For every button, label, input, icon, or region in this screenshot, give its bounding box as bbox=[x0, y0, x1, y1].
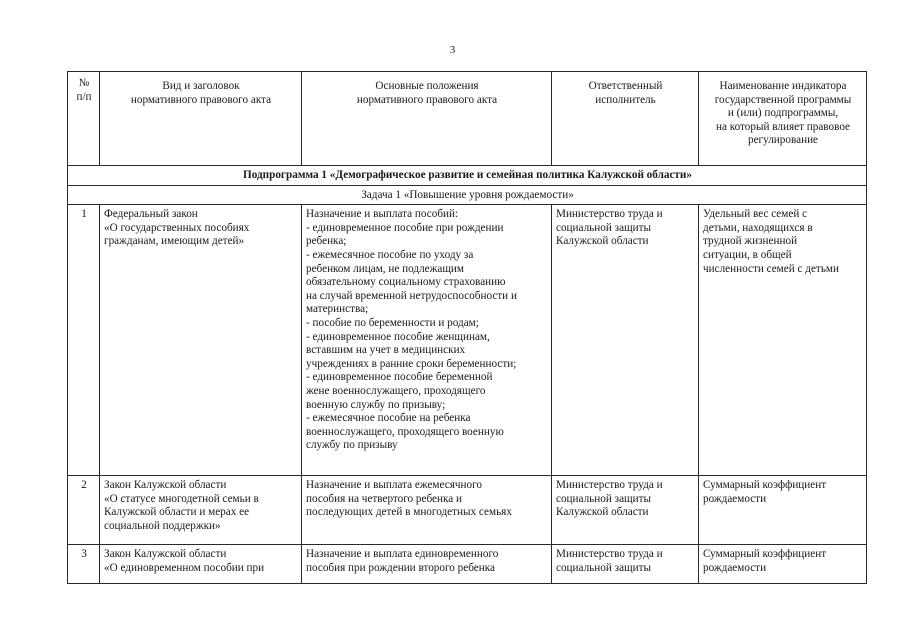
row-provisions: Назначение и выплата единовременного пособия при рождении второго ребенка bbox=[302, 545, 552, 584]
row-number: 3 bbox=[68, 545, 100, 584]
regulatory-acts-table bbox=[67, 71, 867, 584]
header-executor: Ответственный исполнитель bbox=[552, 72, 699, 166]
row-act: Закон Калужской области «О статусе многодетной семьи в Калужской области и мерах ее социальной поддержки» bbox=[100, 476, 302, 545]
header-indicator: Наименование индикатора государственной программы и (или) подпрограммы, на который влияет правовое регулирование bbox=[699, 72, 867, 166]
row-number: 1 bbox=[68, 205, 100, 476]
row-indicator: Суммарный коэффициент рождаемости bbox=[699, 476, 867, 545]
row-number: 2 bbox=[68, 476, 100, 545]
row-indicator: Удельный вес семей с детьми, находящихся в трудной жизненной ситуации, в общей численности семей с детьми bbox=[699, 205, 867, 476]
subprogram-row bbox=[68, 166, 867, 186]
row-executor: Министерство труда и социальной защиты bbox=[552, 545, 699, 584]
table-header-row bbox=[68, 72, 867, 166]
task-row bbox=[68, 185, 867, 205]
row-executor: Министерство труда и социальной защиты Калужской области bbox=[552, 476, 699, 545]
page-number: 3 bbox=[449, 44, 456, 56]
subprogram-title-text: Подпрограмма 1 «Демографическое развитие и семейная политика Калужской области» bbox=[243, 169, 692, 181]
header-provisions: Основные положения нормативного правового акта bbox=[302, 72, 552, 166]
row-executor: Министерство труда и социальной защиты Калужской области bbox=[552, 205, 699, 476]
subprogram-title bbox=[68, 166, 867, 186]
task-title: Задача 1 «Повышение уровня рождаемости» bbox=[68, 185, 867, 205]
row-provisions: Назначение и выплата пособий: - единовременное пособие при рождении ребенка; - ежемесячное пособие по уходу за ребенком лицам, не подлежащим обязательному социальному страхованию на случай временной нетрудоспособности и материнства; - пособие по беременности и родам; - единовременное пособие женщинам, вставшим на учет в медицинских учреждениях в ранние сроки беременности; - единовременное пособие беременной жене военнослужащего, проходящего военную службу по призыву; - ежемесячное пособие на ребенка военнослужащего, проходящего военную службу по призыву bbox=[302, 205, 552, 476]
row-provisions: Назначение и выплата ежемесячного пособия на четвертого ребенка и последующих детей в многодетных семьях bbox=[302, 476, 552, 545]
row-act: Закон Калужской области «О единовременном пособии при bbox=[100, 545, 302, 584]
table-row bbox=[68, 545, 867, 584]
row-indicator: Суммарный коэффициент рождаемости bbox=[699, 545, 867, 584]
table-row bbox=[68, 205, 867, 476]
table-row bbox=[68, 476, 867, 545]
row-act: Федеральный закон «О государственных пособиях гражданам, имеющим детей» bbox=[100, 205, 302, 476]
header-act-type: Вид и заголовок нормативного правового акта bbox=[100, 72, 302, 166]
header-number: № п/п bbox=[68, 72, 100, 166]
